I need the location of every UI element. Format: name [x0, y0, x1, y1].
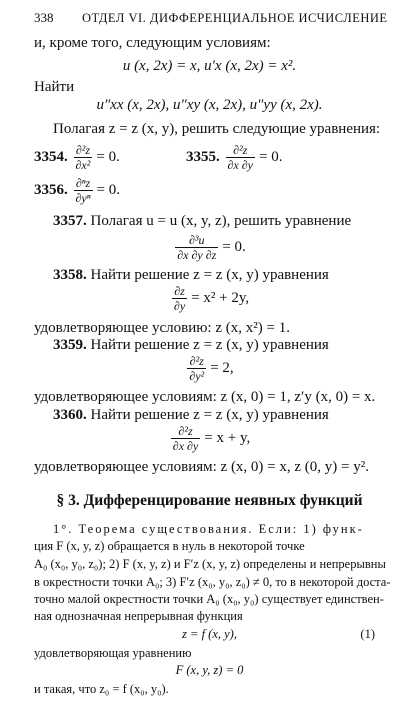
final-line: и такая, что z₀ = f (x₀, y₀). [34, 682, 169, 696]
problem-3356: 3356. $\frac{\text{∂ⁿz}}{\text{∂yⁿ}}$ = 0. [34, 176, 121, 205]
problem-3355: 3355. $\frac{\text{∂²z}}{\partial x \partial y}$ = 0. [186, 143, 283, 172]
theorem-line: точно малой окрестности точки A₀ (x₀, y₀) существует единствен- [34, 592, 384, 606]
problem-3358-equation: $\frac{\partial z}{\partial y}$ = x² + 2y, [173, 284, 250, 313]
intro-line: и, кроме того, следующим условиям: [34, 35, 271, 51]
problem-3357-text: 3357. Полагая u = u (x, y, z), решить уравнение [53, 213, 352, 229]
section-heading: § 3. Дифференцирование неявных функций [56, 492, 363, 509]
problem-3358-condition: удовлетворяющее условию: z (x, x²) = 1. [34, 320, 290, 336]
fraction: $\frac{\text{∂³u}}{\partial x \partial y \partial z}$ [177, 233, 217, 262]
fraction: $\frac{\text{∂²z}}{\partial x \partial y}$ [172, 424, 199, 453]
fraction: $\frac{\partial z}{\partial y}$ [173, 284, 186, 313]
formula-1-label: (1) [360, 627, 375, 641]
satisfying-text: удовлетворяющая уравнению [34, 646, 192, 660]
problem-3354: 3354. $\frac{\text{∂²z}}{\text{∂x²}}$ = 0. [34, 143, 120, 172]
problem-number: 3355. [186, 148, 220, 165]
fraction: $\frac{\text{∂²z}}{\partial x \partial y}$ [227, 143, 254, 172]
fraction: $\frac{\text{∂ⁿz}}{\text{∂yⁿ}}$ [75, 176, 91, 205]
problem-3358-text: 3358. Найти решение z = z (x, y) уравнения [53, 267, 329, 283]
find-label: Найти [34, 79, 75, 95]
theorem-line: ция F (x, y, z) обращается в нуль в некоторой точке [34, 539, 305, 553]
running-title: ОТДЕЛ VI. ДИФФЕРЕНЦИАЛЬНОЕ ИСЧИСЛЕНИЕ [82, 11, 388, 25]
problem-3360-equation: $\frac{\text{∂²z}}{\partial x \partial y}$ = x + y, [172, 424, 251, 453]
fraction: $\frac{\text{∂²z}}{\text{∂x²}}$ [75, 143, 91, 172]
formula-2: F (x, y, z) = 0 [175, 663, 244, 677]
theorem-line: ная однозначная непрерывная функция [34, 609, 243, 623]
formula-1: z = f (x, y), [182, 627, 237, 641]
problem-3359-equation: $\frac{\text{∂²z}}{\text{∂y²}}$ = 2, [189, 354, 234, 383]
problem-3359-condition: удовлетворяющее условиям: z (x, 0) = 1, z′y (x, 0) = x. [34, 389, 376, 405]
problem-3357-equation: $\frac{\text{∂³u}}{\partial x \partial y \partial z}$ = 0. [177, 233, 246, 262]
theorem-line: в окрестности точки A₀; 3) F′z (x₀, y₀, z₀) ≠ 0, то в некоторой доста- [34, 575, 391, 589]
theorem-line: A₀ (x₀, y₀, z₀); 2) F (x, y, z) и F′z (x, y, z) определены и непрерывны [34, 557, 386, 571]
problem-number: 3354. [34, 148, 68, 165]
problem-number: 3356. [34, 181, 68, 198]
problem-3360-text: 3360. Найти решение z = z (x, y) уравнения [53, 407, 329, 423]
theorem-line: 1°. Теорема существования. Если: 1) функ- [53, 522, 364, 536]
fraction: $\frac{\text{∂²z}}{\text{∂y²}}$ [189, 354, 205, 383]
find-expression: u″xx (x, 2x), u″xy (x, 2x), u″yy (x, 2x). [96, 97, 323, 113]
problem-3359-text: 3359. Найти решение z = z (x, y) уравнения [53, 337, 329, 353]
page-number: 338 [34, 10, 54, 25]
problem-3360-condition: удовлетворяющее условиям: z (x, 0) = x, z (0, y) = y². [34, 459, 369, 475]
intro-conditions: u (x, 2x) = x, u′x (x, 2x) = x². [122, 58, 297, 74]
substitution-text: Полагая z = z (x, y), решить следующие уравнения: [53, 121, 381, 137]
